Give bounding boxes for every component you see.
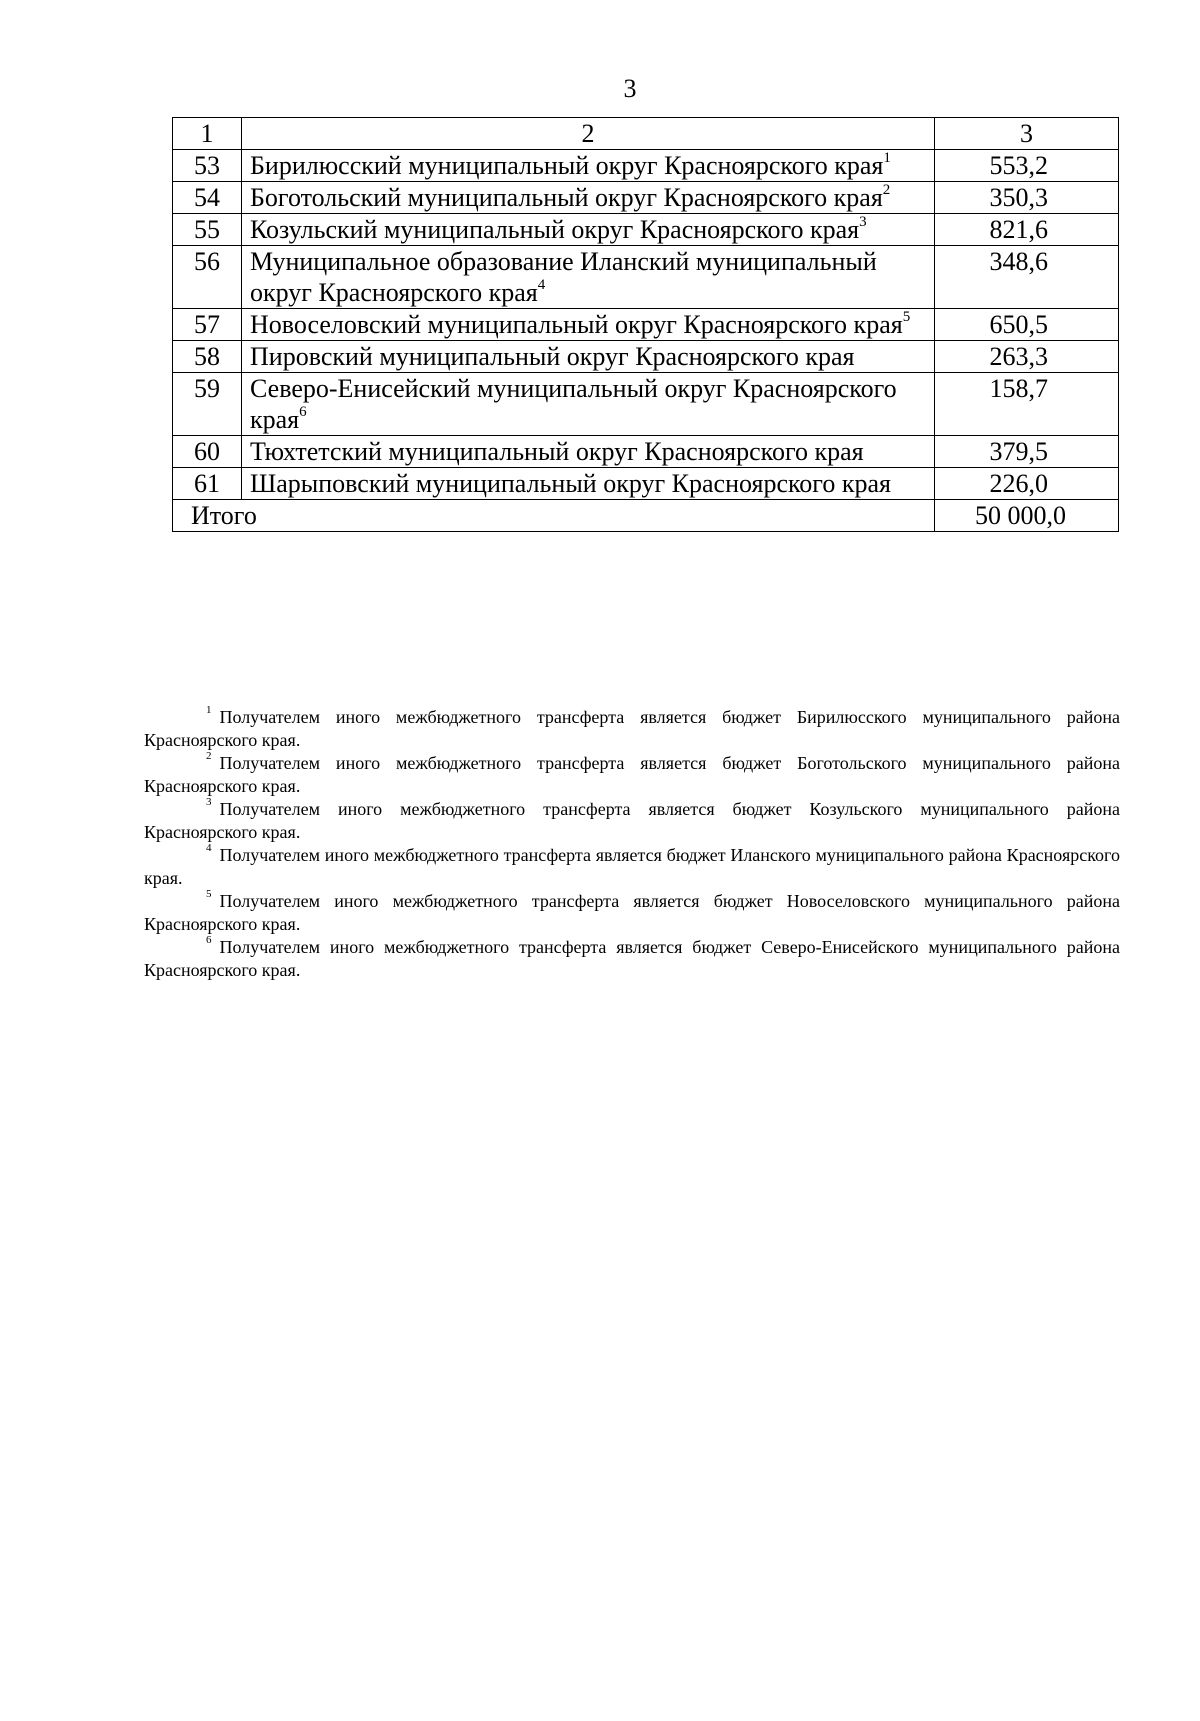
footnote-text: Получателем иного межбюджетного трансферта является бюджет Боготольского муниципального района Красноярского края. [144, 753, 1120, 796]
row-number: 57 [173, 309, 242, 341]
table-row [173, 246, 1119, 309]
amount-value: 158,7 [935, 373, 1119, 436]
table-row [173, 341, 1119, 373]
row-number: 60 [173, 436, 242, 468]
municipality-name-text: Пировский муниципальный округ Красноярского края [250, 342, 855, 371]
footnote-ref: 5 [902, 309, 911, 326]
footnote-ref: 4 [537, 277, 546, 294]
footnote-ref: 1 [883, 150, 891, 167]
footnote [144, 798, 1120, 844]
municipality-name [242, 150, 935, 182]
municipality-name-text: Тюхтетский муниципальный округ Красноярского края [250, 437, 864, 466]
municipality-name [242, 468, 935, 500]
footnote [144, 706, 1120, 752]
municipality-name [242, 214, 935, 246]
municipality-name [242, 341, 935, 373]
municipality-name-text: Новоселовский муниципальный округ Красноярского края [250, 310, 903, 339]
municipality-name-text: Шарыповский муниципальный округ Красноярского края [250, 469, 891, 498]
page-number: 3 [623, 74, 637, 103]
municipality-name [242, 182, 935, 214]
table-row [173, 150, 1119, 182]
row-number: 61 [173, 468, 242, 500]
footnotes-section [144, 706, 1120, 982]
amount-value: 379,5 [935, 436, 1119, 468]
municipality-name [242, 436, 935, 468]
row-number: 59 [173, 373, 242, 436]
row-number: 56 [173, 246, 242, 309]
municipality-name-text: Боготольский муниципальный округ Красноярского края [250, 183, 883, 212]
table-row [173, 309, 1119, 341]
table-row [173, 468, 1119, 500]
municipality-name [242, 309, 935, 341]
footnote [144, 936, 1120, 982]
amount-value: 350,3 [935, 182, 1119, 214]
table-row [173, 436, 1119, 468]
footnote [144, 890, 1120, 936]
amount-value: 821,6 [935, 214, 1119, 246]
amount-value: 650,5 [935, 309, 1119, 341]
table-row [173, 182, 1119, 214]
footnote-ref: 2 [882, 182, 891, 199]
amount-value: 263,3 [935, 341, 1119, 373]
footnote-mark: 3 [206, 796, 212, 808]
footnote [144, 844, 1120, 890]
municipality-name-text: Муниципальное образование Иланский муниципальный округ Красноярского края [250, 247, 877, 307]
footnote-mark: 5 [206, 888, 212, 900]
total-label: Итого [173, 500, 935, 532]
footnote-mark: 6 [206, 934, 212, 946]
row-number: 58 [173, 341, 242, 373]
municipality-name-text: Северо-Енисейский муниципальный округ Красноярского края [250, 374, 897, 434]
table-row [173, 214, 1119, 246]
column-header-2: 2 [242, 118, 935, 150]
amount-value: 348,6 [935, 246, 1119, 309]
footnote-text: Получателем иного межбюджетного трансферта является бюджет Козульского муниципального района Красноярского края. [144, 799, 1120, 842]
municipality-name-text: Бирилюсский муниципальный округ Красноярского края [250, 151, 884, 180]
allocation-table [172, 117, 1119, 532]
footnote-text: Получателем иного межбюджетного трансферта является бюджет Бирилюсского муниципального района Красноярского края. [144, 707, 1120, 750]
footnote-mark: 2 [206, 750, 212, 762]
footnote-text: Получателем иного межбюджетного трансферта является бюджет Новоселовского муниципального района Красноярского края. [144, 891, 1120, 934]
footnote-text: Получателем иного межбюджетного трансферта является бюджет Иланского муниципального района Красноярского края. [144, 845, 1120, 888]
row-number: 53 [173, 150, 242, 182]
footnote [144, 752, 1120, 798]
row-number: 55 [173, 214, 242, 246]
total-row [173, 500, 1119, 532]
column-header-3: 3 [935, 118, 1119, 150]
footnote-text: Получателем иного межбюджетного трансферта является бюджет Северо-Енисейского муниципального района Красноярского края. [144, 937, 1120, 980]
amount-value: 553,2 [935, 150, 1119, 182]
footnote-ref: 6 [299, 404, 307, 421]
footnote-mark: 1 [206, 704, 212, 716]
table-row [173, 373, 1119, 436]
table-header-row [173, 118, 1119, 150]
municipality-name-text: Козульский муниципальный округ Красноярского края [250, 215, 860, 244]
footnote-ref: 3 [859, 214, 867, 231]
municipality-name [242, 373, 935, 436]
footnote-mark: 4 [206, 842, 212, 854]
amount-value: 226,0 [935, 468, 1119, 500]
column-header-1: 1 [173, 118, 242, 150]
row-number: 54 [173, 182, 242, 214]
total-value: 50 000,0 [935, 500, 1119, 532]
municipality-name [242, 246, 935, 309]
